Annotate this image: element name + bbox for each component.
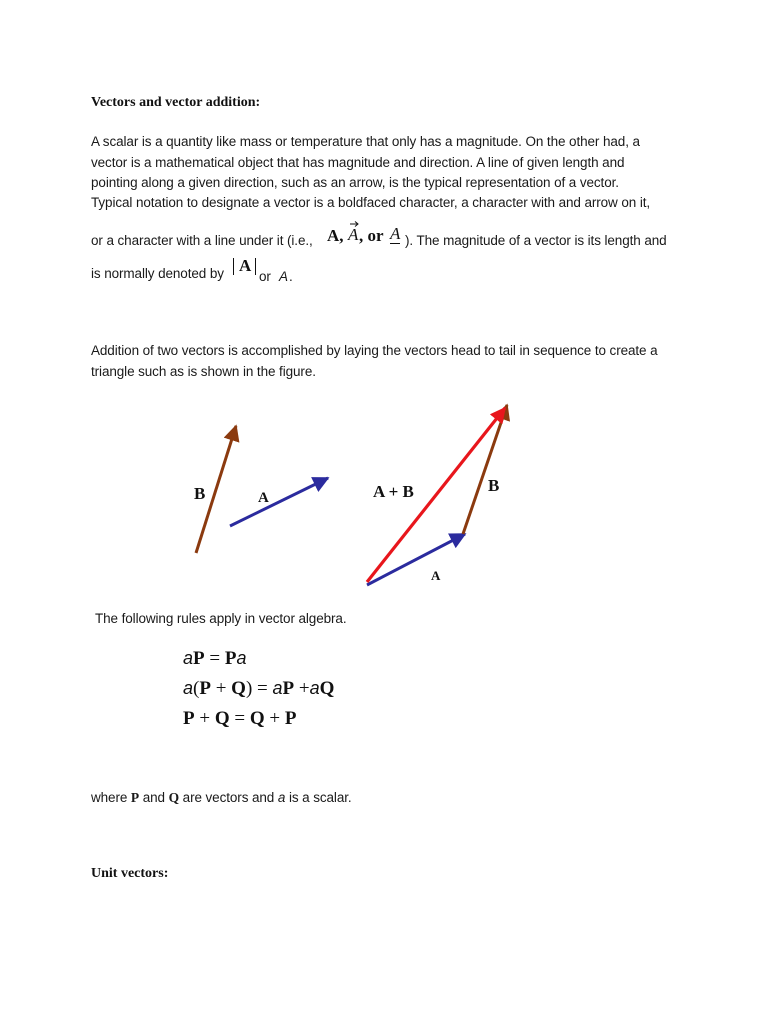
paragraph-line-2: vector is a mathematical object that has magnitude and direction. A line of given length and: [91, 155, 625, 170]
paragraph-line-4: Typical notation to designate a vector is a boldfaced character, a character with and arrow on it,: [91, 195, 651, 210]
paragraph-line-6-start: is normally denoted by: [91, 266, 224, 281]
notation-arrow-a: A: [346, 220, 360, 246]
paragraph-line-1: A scalar is a quantity like mass or temperature that only has a magnitude. On the other had, a: [91, 134, 640, 149]
paragraph2-line-1: Addition of two vectors is accomplished by laying the vectors head to tail in sequence to create a: [91, 343, 658, 358]
paragraph-line-6-italic-a: A: [279, 269, 288, 284]
paragraph-line-5-end: ). The magnitude of a vector is its length and: [405, 233, 667, 248]
left-vector-a: [230, 478, 328, 526]
notation-bold-a: A,: [327, 226, 344, 245]
notation-underline-a: A: [390, 224, 401, 243]
right-vector-b: [463, 405, 507, 534]
right-label-b: B: [488, 476, 500, 495]
notation-or: , or: [359, 226, 384, 245]
rule-scalar-commutative: aP = Pa: [183, 648, 247, 669]
rules-intro: The following rules apply in vector algebra.: [95, 611, 347, 626]
paragraph2-line-2: triangle such as is shown in the figure.: [91, 364, 316, 379]
rule-vector-commutative: P + Q = Q + P: [183, 708, 297, 729]
paragraph-line-6-period: .: [289, 269, 293, 284]
right-label-sum: A + B: [373, 482, 414, 501]
magnitude-notation: A: [233, 257, 285, 279]
where-sentence: where P and Q are vectors and a is a scalar.: [91, 790, 352, 805]
paragraph-line-6-or: or: [259, 269, 271, 284]
paragraph-line-5-start: or a character with a line under it (i.e.,: [91, 233, 313, 248]
right-vector-a: [367, 534, 465, 585]
left-label-b: B: [194, 484, 206, 503]
right-label-a: A: [431, 568, 441, 583]
section-heading-vectors: Vectors and vector addition:: [91, 95, 261, 110]
rule-distributive: a(P + Q) = aP +aQ: [183, 678, 335, 699]
section-heading-unit-vectors: Unit vectors:: [91, 866, 169, 881]
left-label-a: A: [258, 490, 269, 506]
paragraph-line-3: pointing along a given direction, such as an arrow, is the typical representation of a vector.: [91, 175, 619, 190]
